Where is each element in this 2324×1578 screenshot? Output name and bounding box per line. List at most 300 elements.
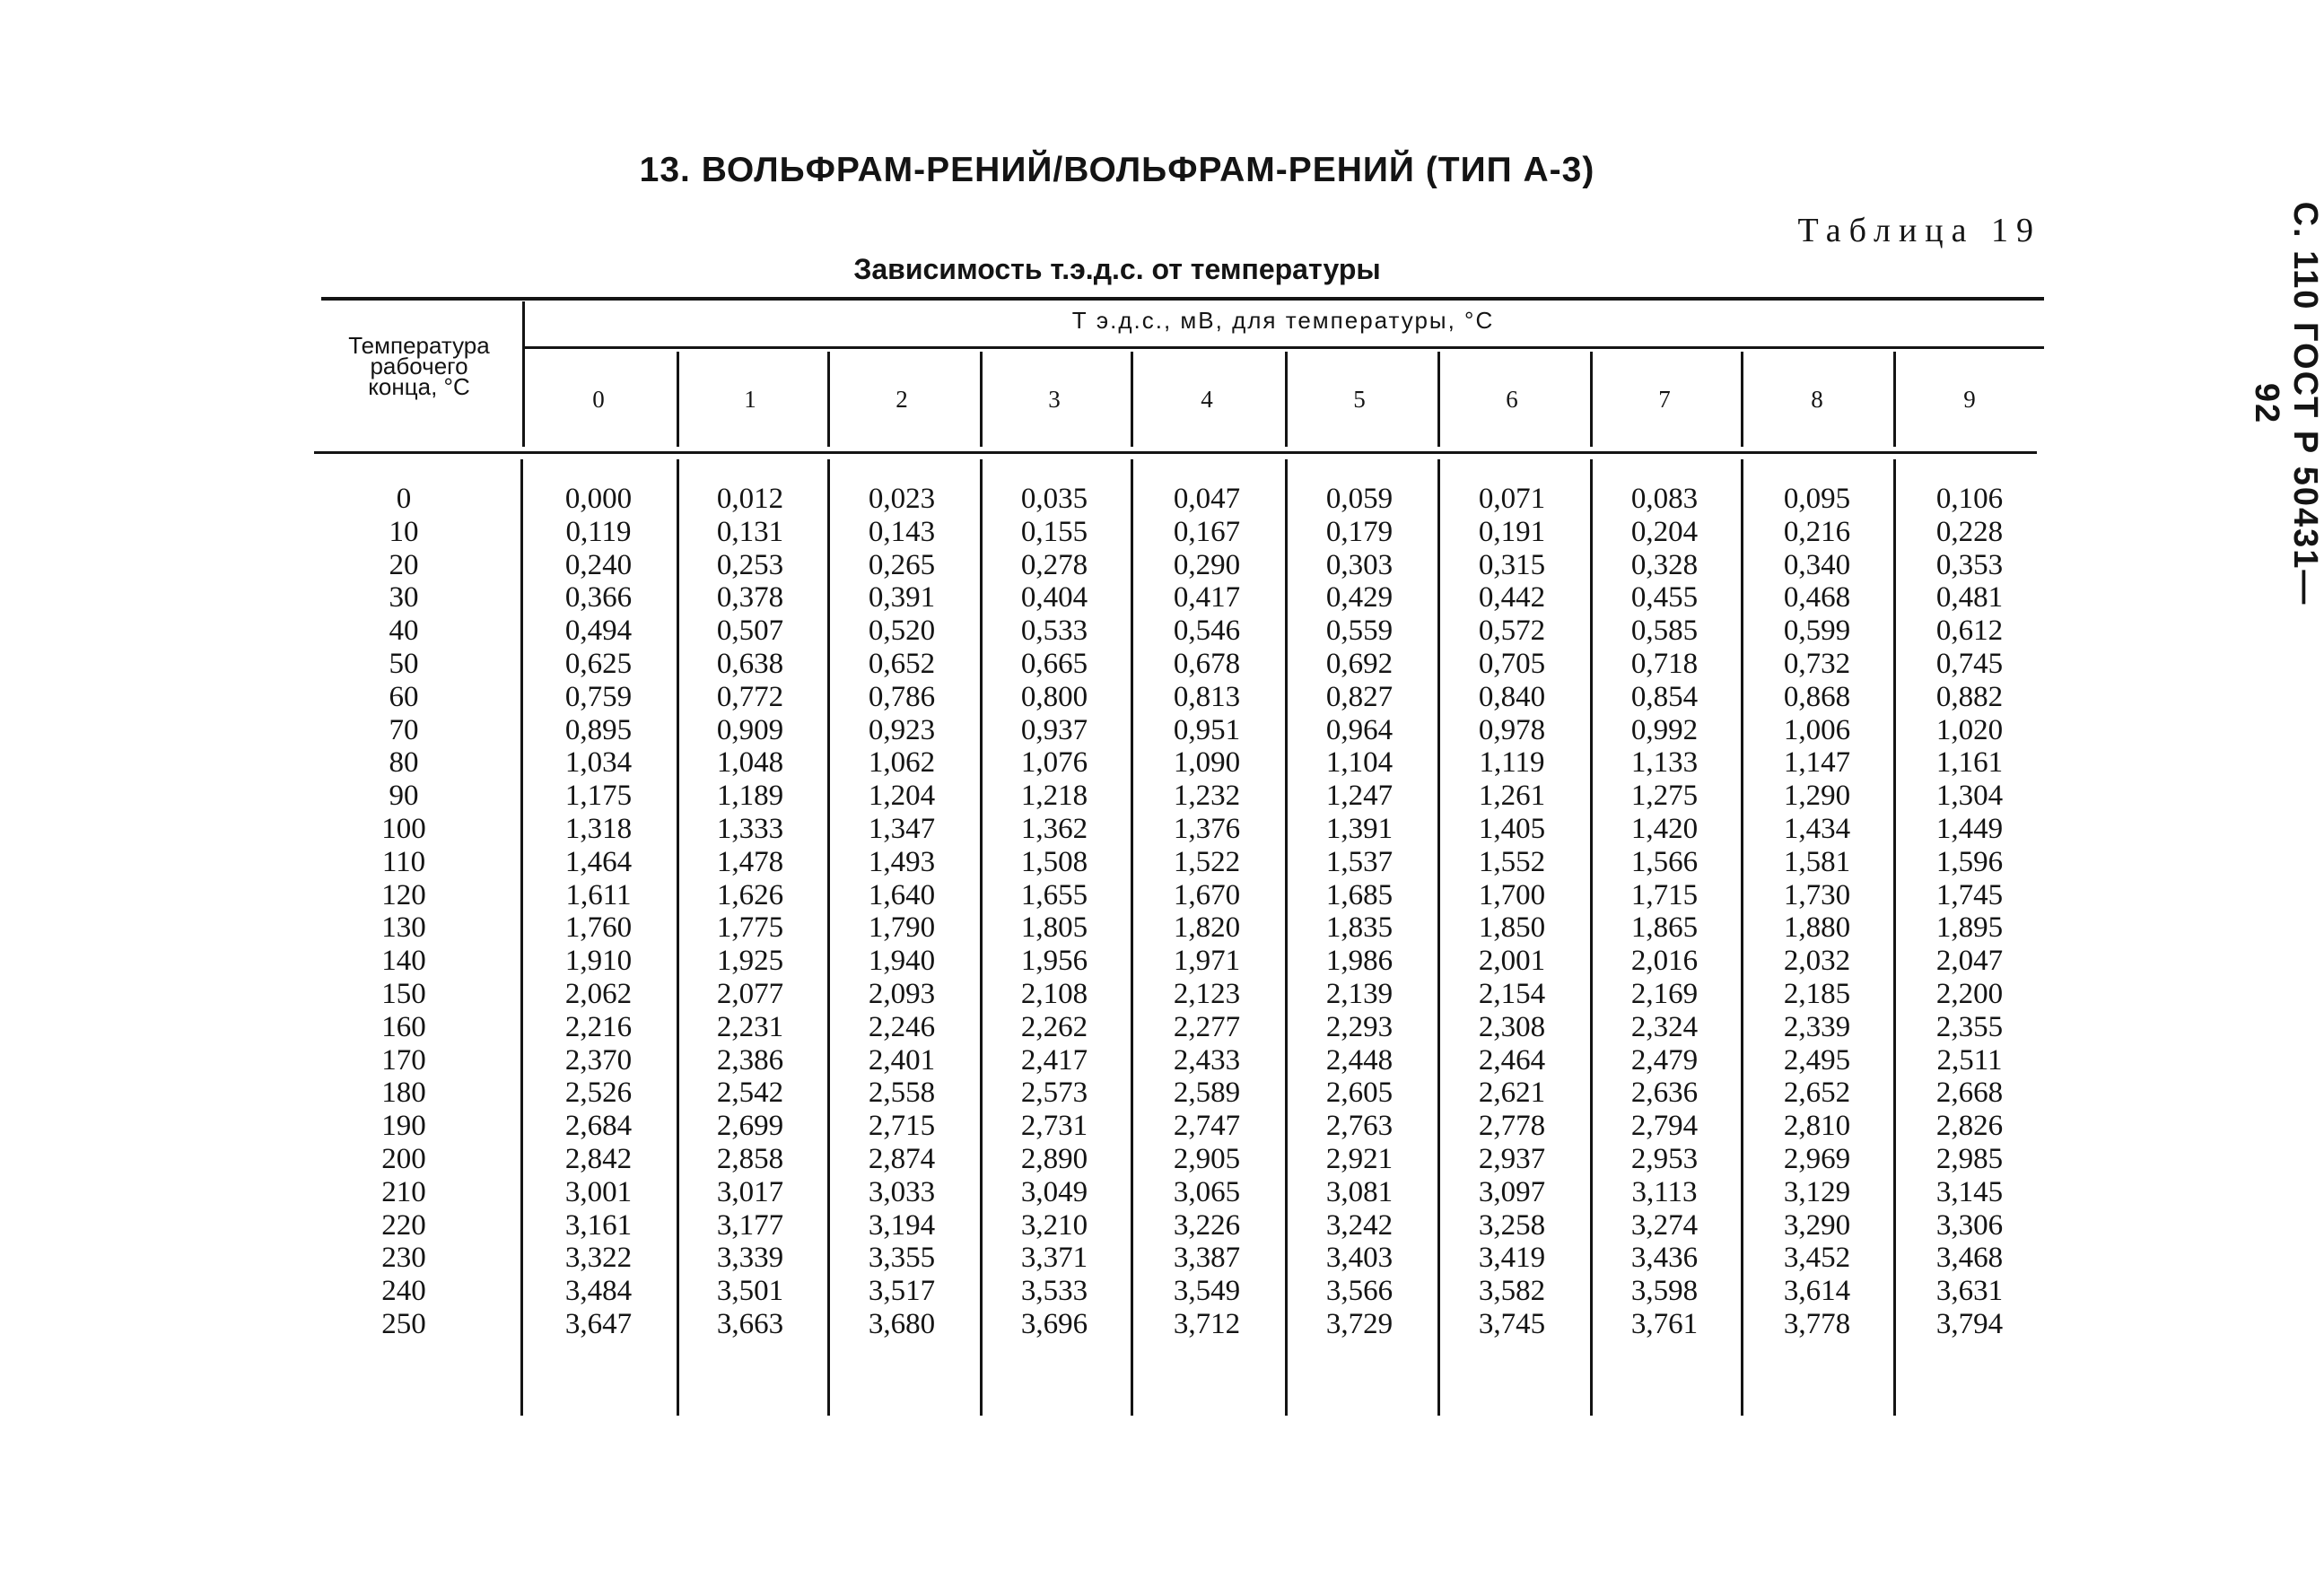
emf-value: 3,065: [1173, 1175, 1241, 1208]
table-row: [0, 1011, 2234, 1044]
emf-value: 3,113: [1631, 1175, 1698, 1208]
row-temperature: 20: [389, 548, 419, 581]
row-temperature: 240: [381, 1275, 426, 1308]
emf-value: 2,123: [1173, 977, 1241, 1010]
emf-value: 1,730: [1783, 878, 1851, 911]
emf-value: 0,652: [868, 647, 936, 680]
emf-value: 0,391: [868, 581, 936, 615]
emf-value: 3,290: [1783, 1208, 1851, 1242]
section-title: 13. ВОЛЬФРАМ-РЕНИЙ/ВОЛЬФРАМ-РЕНИЙ (ТИП А-3): [639, 151, 1595, 189]
emf-value: 0,951: [1173, 713, 1241, 746]
emf-value: 2,154: [1478, 977, 1546, 1010]
table-row: [0, 549, 2234, 582]
emf-value: 2,016: [1630, 945, 1699, 978]
emf-value: 3,177: [716, 1208, 784, 1242]
emf-value: 3,001: [564, 1175, 633, 1208]
row-header-line-1: Температура: [348, 332, 490, 359]
emf-value: 1,522: [1173, 845, 1241, 878]
emf-value: 3,582: [1478, 1275, 1546, 1308]
table-row: [0, 1110, 2234, 1143]
emf-value: 0,119: [565, 515, 632, 548]
emf-value: 1,865: [1630, 911, 1699, 945]
emf-value: 0,468: [1783, 581, 1851, 615]
row-temperature: 40: [389, 615, 419, 648]
emf-value: 1,925: [716, 945, 784, 978]
row-temperature: 190: [381, 1110, 426, 1143]
emf-value: 2,479: [1630, 1043, 1699, 1077]
emf-value: 3,387: [1173, 1242, 1241, 1275]
table-row: [0, 1044, 2234, 1077]
emf-value: 2,339: [1783, 1010, 1851, 1043]
emf-value: 3,226: [1173, 1208, 1241, 1242]
emf-value: 1,090: [1173, 746, 1241, 780]
emf-value: 2,308: [1478, 1010, 1546, 1043]
table-row: [0, 581, 2234, 615]
emf-value: 2,558: [868, 1077, 936, 1110]
emf-value: 3,631: [1935, 1275, 2004, 1308]
table-body: [0, 483, 2234, 1341]
emf-value: 1,956: [1020, 945, 1088, 978]
row-temperature: 160: [381, 1010, 426, 1043]
row-temperature: 90: [389, 780, 419, 813]
column-header: 1: [744, 386, 756, 413]
emf-value: 0,665: [1020, 647, 1088, 680]
emf-value: 1,596: [1935, 845, 2004, 878]
row-temperature: 130: [381, 911, 426, 945]
emf-value: 0,868: [1783, 680, 1851, 713]
emf-value: 2,526: [564, 1077, 633, 1110]
emf-value: 0,442: [1478, 581, 1546, 615]
emf-value: 0,992: [1630, 713, 1699, 746]
emf-value: 2,370: [564, 1043, 633, 1077]
emf-value: 2,231: [716, 1010, 784, 1043]
emf-value: 3,339: [716, 1242, 784, 1275]
emf-value: 2,032: [1783, 945, 1851, 978]
emf-value: 2,731: [1020, 1110, 1088, 1143]
emf-value: 2,842: [564, 1142, 633, 1175]
emf-value: 1,062: [868, 746, 936, 780]
emf-value: 0,481: [1935, 581, 2004, 615]
emf-value: 2,573: [1020, 1077, 1088, 1110]
emf-value: 3,322: [564, 1242, 633, 1275]
emf-value: 3,549: [1173, 1275, 1241, 1308]
emf-value: 0,585: [1630, 615, 1699, 648]
emf-value: 0,772: [716, 680, 784, 713]
table-row: [0, 846, 2234, 879]
emf-value: 0,191: [1478, 515, 1546, 548]
emf-value: 2,985: [1935, 1142, 2004, 1175]
emf-value: 1,805: [1020, 911, 1088, 945]
emf-value: 0,303: [1325, 548, 1394, 581]
table-row: [0, 978, 2234, 1011]
emf-value: 1,405: [1478, 812, 1546, 845]
emf-value: 3,712: [1173, 1307, 1241, 1340]
emf-value: 1,104: [1325, 746, 1394, 780]
table-row: [0, 746, 2234, 780]
emf-value: 0,023: [868, 483, 936, 515]
emf-value: 0,204: [1630, 515, 1699, 548]
emf-value: 3,242: [1325, 1208, 1394, 1242]
emf-value: 3,452: [1783, 1242, 1851, 1275]
emf-value: 2,495: [1783, 1043, 1851, 1077]
emf-value: 1,478: [716, 845, 784, 878]
table-row: [0, 813, 2234, 846]
column-header: 7: [1658, 386, 1671, 413]
row-temperature: 30: [389, 581, 419, 615]
emf-value: 1,971: [1173, 945, 1241, 978]
emf-value: 2,699: [716, 1110, 784, 1143]
emf-value: 0,315: [1478, 548, 1546, 581]
table-row: [0, 1143, 2234, 1176]
emf-value: 1,685: [1325, 878, 1394, 911]
emf-value: 0,071: [1478, 483, 1546, 515]
emf-value: 0,328: [1630, 548, 1699, 581]
emf-value: 2,464: [1478, 1043, 1546, 1077]
emf-value: 2,636: [1630, 1077, 1699, 1110]
emf-value: 3,194: [868, 1208, 936, 1242]
emf-value: 2,826: [1935, 1110, 2004, 1143]
table-row: [0, 714, 2234, 747]
emf-value: 3,419: [1478, 1242, 1546, 1275]
emf-value: 0,378: [716, 581, 784, 615]
emf-value: 0,895: [564, 713, 633, 746]
emf-value: 0,520: [868, 615, 936, 648]
emf-value: 0,290: [1173, 548, 1241, 581]
emf-value: 0,599: [1783, 615, 1851, 648]
emf-value: 1,626: [716, 878, 784, 911]
table-row: [0, 780, 2234, 813]
table-row: [0, 615, 2234, 648]
emf-value: 1,640: [868, 878, 936, 911]
emf-value: 3,081: [1325, 1175, 1394, 1208]
emf-value: 1,304: [1935, 780, 2004, 813]
emf-value: 3,468: [1935, 1242, 2004, 1275]
emf-value: 1,552: [1478, 845, 1546, 878]
emf-value: 2,621: [1478, 1077, 1546, 1110]
table-row: [0, 1242, 2234, 1275]
emf-value: 0,253: [716, 548, 784, 581]
emf-value: 0,494: [564, 615, 633, 648]
emf-value: 0,625: [564, 647, 633, 680]
emf-value: 1,775: [716, 911, 784, 945]
emf-value: 2,262: [1020, 1010, 1088, 1043]
emf-value: 3,097: [1478, 1175, 1546, 1208]
emf-value: 0,216: [1783, 515, 1851, 548]
emf-value: 1,119: [1479, 746, 1545, 780]
row-header-line-2: рабочего: [370, 353, 468, 379]
emf-value: 2,511: [1936, 1043, 2003, 1077]
table-row: [0, 1308, 2234, 1341]
emf-value: 1,880: [1783, 911, 1851, 945]
emf-value: 2,747: [1173, 1110, 1241, 1143]
emf-value: 1,076: [1020, 746, 1088, 780]
row-temperature: 250: [381, 1307, 426, 1340]
emf-value: 3,696: [1020, 1307, 1088, 1340]
emf-value: 1,449: [1935, 812, 2004, 845]
emf-value: 1,715: [1630, 878, 1699, 911]
emf-value: 3,778: [1783, 1307, 1851, 1340]
emf-value: 0,179: [1325, 515, 1394, 548]
emf-value: 3,794: [1935, 1307, 2004, 1340]
emf-value: 2,216: [564, 1010, 633, 1043]
emf-value: 1,275: [1630, 780, 1699, 813]
emf-value: 1,020: [1935, 713, 2004, 746]
emf-value: 0,923: [868, 713, 936, 746]
emf-value: 1,940: [868, 945, 936, 978]
emf-value: 0,964: [1325, 713, 1394, 746]
emf-value: 2,433: [1173, 1043, 1241, 1077]
emf-value: 0,000: [564, 483, 633, 515]
emf-value: 2,169: [1630, 977, 1699, 1010]
emf-value: 0,455: [1630, 581, 1699, 615]
emf-value: 0,678: [1173, 647, 1241, 680]
emf-value: 0,095: [1783, 483, 1851, 515]
emf-value: 3,663: [716, 1307, 784, 1340]
emf-value: 1,655: [1020, 878, 1088, 911]
emf-value: 2,874: [868, 1142, 936, 1175]
emf-value: 2,858: [716, 1142, 784, 1175]
emf-value: 3,145: [1935, 1175, 2004, 1208]
row-temperature: 150: [381, 977, 426, 1010]
row-temperature: 80: [389, 746, 419, 780]
emf-value: 2,542: [716, 1077, 784, 1110]
emf-value: 0,012: [716, 483, 784, 515]
emf-value: 1,189: [716, 780, 784, 813]
emf-value: 1,290: [1783, 780, 1851, 813]
column-header: 2: [896, 386, 908, 413]
row-temperature: 200: [381, 1142, 426, 1175]
emf-value: 3,501: [716, 1275, 784, 1308]
emf-value: 1,161: [1935, 746, 2004, 780]
emf-value: 2,921: [1325, 1142, 1394, 1175]
emf-value: 3,598: [1630, 1275, 1699, 1308]
emf-value: 0,813: [1173, 680, 1241, 713]
emf-value: 3,033: [868, 1175, 936, 1208]
emf-value: 1,232: [1173, 780, 1241, 813]
emf-value: 3,614: [1783, 1275, 1851, 1308]
emf-value: 0,759: [564, 680, 633, 713]
emf-value: 0,429: [1325, 581, 1394, 615]
emf-value: 2,001: [1478, 945, 1546, 978]
column-header: 6: [1506, 386, 1518, 413]
emf-value: 3,274: [1630, 1208, 1699, 1242]
column-header: 9: [1963, 386, 1976, 413]
emf-value: 0,533: [1020, 615, 1088, 648]
table-row: [0, 516, 2234, 549]
emf-value: 0,840: [1478, 680, 1546, 713]
table-row: [0, 648, 2234, 681]
emf-value: 1,347: [868, 812, 936, 845]
emf-value: 1,147: [1783, 746, 1851, 780]
emf-value: 0,340: [1783, 548, 1851, 581]
emf-value: 2,969: [1783, 1142, 1851, 1175]
emf-value: 2,139: [1325, 977, 1394, 1010]
emf-value: 3,680: [868, 1307, 936, 1340]
emf-value: 2,810: [1783, 1110, 1851, 1143]
emf-value: 3,355: [868, 1242, 936, 1275]
emf-value: 3,566: [1325, 1275, 1394, 1308]
row-temperature: 140: [381, 945, 426, 978]
emf-value: 2,778: [1478, 1110, 1546, 1143]
emf-value: 0,559: [1325, 615, 1394, 648]
table-row: [0, 1176, 2234, 1209]
table-label: Таблица 19: [1797, 212, 2041, 249]
emf-value: 1,133: [1630, 746, 1699, 780]
emf-value: 3,129: [1783, 1175, 1851, 1208]
table-row: [0, 1275, 2234, 1308]
row-temperature: 180: [381, 1077, 426, 1110]
emf-value: 1,048: [716, 746, 784, 780]
emf-value: 2,386: [716, 1043, 784, 1077]
emf-value: 2,668: [1935, 1077, 2004, 1110]
emf-value: 0,106: [1935, 483, 2004, 515]
emf-value: 1,434: [1783, 812, 1851, 845]
emf-value: 0,507: [716, 615, 784, 648]
emf-value: 2,077: [716, 977, 784, 1010]
emf-value: 2,062: [564, 977, 633, 1010]
column-header: 3: [1048, 386, 1061, 413]
row-temperature: 210: [381, 1175, 426, 1208]
emf-value: 2,763: [1325, 1110, 1394, 1143]
emf-value: 2,652: [1783, 1077, 1851, 1110]
emf-value: 1,670: [1173, 878, 1241, 911]
page-side-header: С. 110 ГОСТ Р 50431—92: [2248, 201, 2324, 606]
row-header: [316, 332, 522, 400]
row-temperature: 230: [381, 1242, 426, 1275]
emf-value: 2,794: [1630, 1110, 1699, 1143]
row-temperature: 100: [381, 812, 426, 845]
table-row: [0, 945, 2234, 978]
emf-value: 1,362: [1020, 812, 1088, 845]
table-row: [0, 1209, 2234, 1242]
emf-value: 2,324: [1630, 1010, 1699, 1043]
emf-value: 2,417: [1020, 1043, 1088, 1077]
emf-value: 0,937: [1020, 713, 1088, 746]
emf-value: 0,854: [1630, 680, 1699, 713]
emf-value: 1,700: [1478, 878, 1546, 911]
emf-value: 1,508: [1020, 845, 1088, 878]
emf-value: 1,204: [868, 780, 936, 813]
emf-value: 2,246: [868, 1010, 936, 1043]
emf-value: 1,760: [564, 911, 633, 945]
emf-value: 2,589: [1173, 1077, 1241, 1110]
emf-value: 0,167: [1173, 515, 1241, 548]
emf-value: 2,293: [1325, 1010, 1394, 1043]
emf-value: 2,890: [1020, 1142, 1088, 1175]
emf-value: 3,161: [564, 1208, 633, 1242]
emf-value: 0,353: [1935, 548, 2004, 581]
emf-value: 3,049: [1020, 1175, 1088, 1208]
emf-value: 3,017: [716, 1175, 784, 1208]
emf-value: 1,420: [1630, 812, 1699, 845]
emf-value: 0,035: [1020, 483, 1088, 515]
emf-value: 0,143: [868, 515, 936, 548]
emf-value: 0,083: [1630, 483, 1699, 515]
emf-value: 0,366: [564, 581, 633, 615]
row-header-divider: [522, 301, 525, 447]
emf-value: 0,278: [1020, 548, 1088, 581]
emf-value: 0,705: [1478, 647, 1546, 680]
emf-value: 2,185: [1783, 977, 1851, 1010]
emf-value: 0,978: [1478, 713, 1546, 746]
emf-value: 3,761: [1630, 1307, 1699, 1340]
emf-value: 2,905: [1173, 1142, 1241, 1175]
emf-value: 3,210: [1020, 1208, 1088, 1242]
column-header: 8: [1811, 386, 1823, 413]
emf-value: 3,745: [1478, 1307, 1546, 1340]
emf-value: 0,612: [1935, 615, 2004, 648]
table-row: [0, 1077, 2234, 1110]
group-header: Т э.д.с., мВ, для температуры, °С: [1071, 307, 1495, 334]
emf-value: 2,605: [1325, 1077, 1394, 1110]
emf-value: 0,404: [1020, 581, 1088, 615]
column-header: 4: [1201, 386, 1213, 413]
emf-value: 0,786: [868, 680, 936, 713]
row-temperature: 70: [389, 713, 419, 746]
emf-value: 0,572: [1478, 615, 1546, 648]
emf-value: 1,247: [1325, 780, 1394, 813]
emf-value: 0,745: [1935, 647, 2004, 680]
emf-value: 1,835: [1325, 911, 1394, 945]
emf-value: 0,882: [1935, 680, 2004, 713]
emf-value: 0,265: [868, 548, 936, 581]
header-bottom-rule: [314, 451, 2037, 454]
emf-value: 3,729: [1325, 1307, 1394, 1340]
row-temperature: 10: [389, 515, 419, 548]
group-rule: [524, 346, 2044, 349]
emf-value: 3,533: [1020, 1275, 1088, 1308]
emf-value: 1,745: [1935, 878, 2004, 911]
emf-value: 1,261: [1478, 780, 1546, 813]
emf-value: 3,403: [1325, 1242, 1394, 1275]
emf-value: 3,647: [564, 1307, 633, 1340]
row-header-line-3: конца, °С: [368, 373, 470, 400]
emf-value: 3,258: [1478, 1208, 1546, 1242]
emf-value: 1,581: [1783, 845, 1851, 878]
emf-value: 3,484: [564, 1275, 633, 1308]
row-temperature: 0: [396, 483, 412, 515]
emf-value: 1,464: [564, 845, 633, 878]
emf-value: 1,333: [716, 812, 784, 845]
emf-value: 2,277: [1173, 1010, 1241, 1043]
emf-value: 3,436: [1630, 1242, 1699, 1275]
emf-value: 0,155: [1020, 515, 1088, 548]
emf-value: 1,391: [1325, 812, 1394, 845]
row-temperature: 50: [389, 647, 419, 680]
emf-value: 0,638: [716, 647, 784, 680]
emf-value: 2,684: [564, 1110, 633, 1143]
emf-value: 2,355: [1935, 1010, 2004, 1043]
emf-value: 3,371: [1020, 1242, 1088, 1275]
column-header: 5: [1353, 386, 1366, 413]
row-temperature: 220: [381, 1208, 426, 1242]
emf-value: 1,850: [1478, 911, 1546, 945]
emf-value: 1,318: [564, 812, 633, 845]
emf-value: 0,800: [1020, 680, 1088, 713]
emf-value: 2,401: [868, 1043, 936, 1077]
row-temperature: 110: [381, 845, 426, 878]
emf-value: 2,953: [1630, 1142, 1699, 1175]
emf-value: 0,827: [1325, 680, 1394, 713]
emf-value: 1,175: [564, 780, 633, 813]
emf-value: 1,986: [1325, 945, 1394, 978]
table-row: [0, 911, 2234, 945]
row-temperature: 120: [381, 878, 426, 911]
emf-value: 0,718: [1630, 647, 1699, 680]
emf-value: 1,566: [1630, 845, 1699, 878]
emf-value: 2,108: [1020, 977, 1088, 1010]
emf-value: 1,034: [564, 746, 633, 780]
